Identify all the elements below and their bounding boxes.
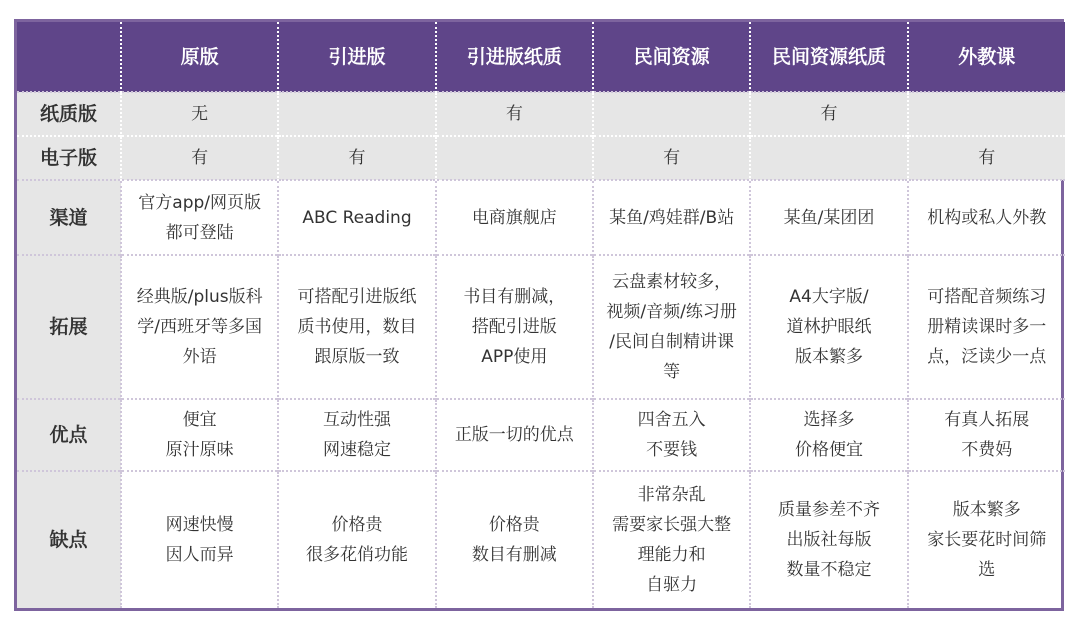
row-label: 渠道 [17,180,121,255]
table-cell: 有 [908,136,1065,180]
table-cell [750,180,907,255]
table-cell [908,255,1065,399]
table-cell [278,471,435,608]
cell-text: 正版一切的优点 [454,425,574,445]
row-label: 电子版 [17,136,121,180]
cell-text: 有真人拓展 不费妈 [944,410,1030,460]
cell-text: 选择多 价格便宜 [794,410,863,460]
row-label: 缺点 [17,471,121,608]
cell-text: 机构或私人外教 [927,207,1047,228]
cell-text: 便宜 原汁原味 [165,410,234,460]
table-cell: 有 [436,92,593,136]
cell-text: 某鱼/鸡娃群/B站 [609,207,735,228]
cell-text: 可搭配引进版纸 质书使用，数目 跟原版一致 [297,287,417,367]
cell-text: 网速快慢 因人而异 [165,515,234,565]
cell-text: 云盘素材较多， 视频/音频/练习册 /民间自制精讲课 等 [606,272,737,382]
cell-text: 经典版/plus版科 学/西班牙等多国 外语 [136,287,263,367]
table-cell [436,180,593,255]
table-cell [278,180,435,255]
header-folk-paper: 民间资源纸质 [750,22,907,92]
cell-text: 可搭配音频练习 册精读课时多一 点，泛读少一点 [927,287,1047,367]
table-cell [750,471,907,608]
table-cell: 有 [750,92,907,136]
cell-text: 四舍五入 不要钱 [637,410,706,460]
table-cell [908,471,1065,608]
table-cell [278,255,435,399]
table-cell [750,136,907,180]
table-cell: 有 [593,136,750,180]
header-original: 原版 [121,22,278,92]
table-cell: 有 [121,136,278,180]
cell-text: 电商旗舰店 [471,207,557,228]
table-cell [278,92,435,136]
cell-text: 互动性强 网速稳定 [322,410,391,460]
row-label: 拓展 [17,255,121,399]
table-cell [121,255,278,399]
header-row [17,22,1065,92]
table-row-electronic [17,136,1065,180]
table-cell [750,399,907,471]
table-cell [278,399,435,471]
table-cell [593,92,750,136]
cell-text: 质量参差不齐 出版社每版 数量不稳定 [777,500,880,580]
table-cell [121,471,278,608]
header-imported: 引进版 [278,22,435,92]
table-row-extension [17,255,1065,399]
table-row-paper [17,92,1065,136]
cell-text: 价格贵 数目有删减 [471,515,557,565]
table-cell [593,471,750,608]
comparison-table-frame [14,19,1064,611]
cell-text: 书目有删减， 搭配引进版 APP使用 [463,287,566,367]
header-foreign-teacher: 外教课 [908,22,1065,92]
header-corner [17,22,121,92]
table-row-channel [17,180,1065,255]
table-cell [593,255,750,399]
cell-text: 官方app/网页版 都可登陆 [138,192,262,243]
header-folk-resources: 民间资源 [593,22,750,92]
comparison-table [17,22,1065,608]
table-cell: 有 [278,136,435,180]
cell-text: ABC Reading [302,207,412,228]
table-cell [121,399,278,471]
table-cell [436,136,593,180]
header-imported-paper: 引进版纸质 [436,22,593,92]
table-cell [593,399,750,471]
table-cell [750,255,907,399]
cell-text: 版本繁多 家长要花时间筛 选 [927,500,1047,580]
cell-text: 某鱼/某团团 [783,207,875,228]
cell-text: 非常杂乱 需要家长强大整 理能力和 自驱力 [612,485,732,595]
table-cell: 无 [121,92,278,136]
table-cell [121,180,278,255]
table-cell [436,399,593,471]
table-cell [908,180,1065,255]
table-cell [908,399,1065,471]
table-cell [436,471,593,608]
table-row-cons [17,471,1065,608]
table-row-pros [17,399,1065,471]
cell-text: A4大字版/ 道林护眼纸 版本繁多 [786,287,872,367]
table-cell [908,92,1065,136]
table-cell [436,255,593,399]
row-label: 纸质版 [17,92,121,136]
cell-text: 价格贵 很多花俏功能 [305,515,408,565]
table-cell [593,180,750,255]
row-label: 优点 [17,399,121,471]
